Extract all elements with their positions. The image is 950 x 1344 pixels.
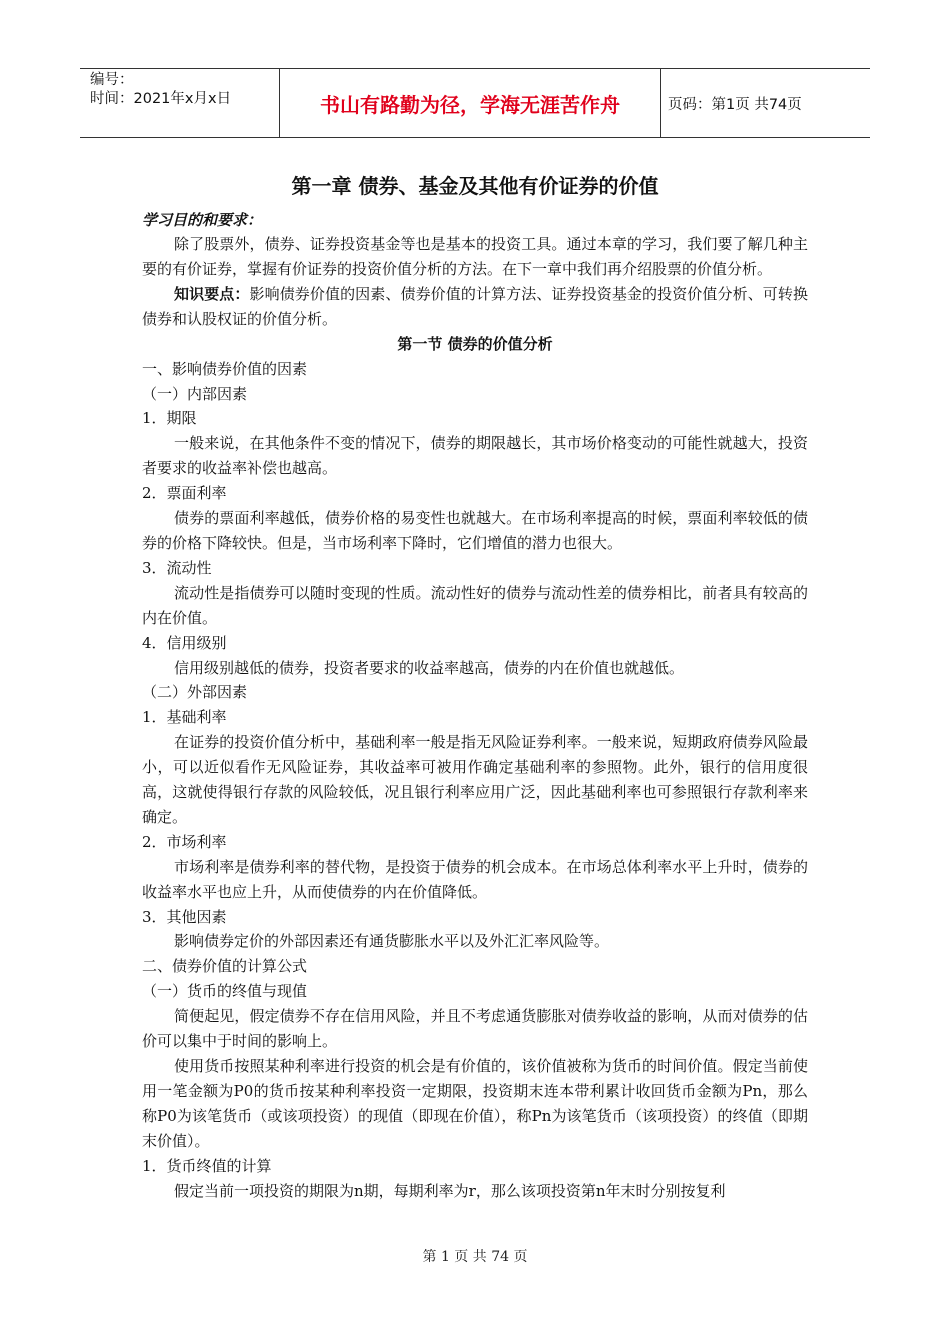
page-footer: 第 1 页 共 74 页 — [422, 1249, 528, 1265]
subheading: （一）货币的终值与现值 — [142, 982, 308, 1001]
item-heading: 2．市场利率 — [142, 832, 227, 851]
paragraph: 使用货币按照某种利率进行投资的机会是有价值的，该价值被称为货币的时间价值。假定当前使用一笔金额为P0的货币按某种利率投资一定期限，投资期末连本带利累计收回货币金额为Pn，那么称P0为该笔货币（或该项投资）的现值（即现在价值），称Pn为该笔货币（该项投资）的终值（即期末价值）。 — [142, 1057, 808, 1150]
paragraph: 简便起见，假定债券不存在信用风险，并且不考虑通货膨胀对债券收益的影响，从而对债券的估价可以集中于时间的影响上。 — [142, 1007, 808, 1051]
item-heading: 3．流动性 — [142, 558, 212, 577]
item-heading: 2．票面利率 — [142, 484, 227, 503]
item-heading: 3．其他因素 — [142, 907, 227, 926]
chapter-title: 第一章 债券、基金及其他有价证券的价值 — [291, 174, 659, 198]
paragraph: 在证券的投资价值分析中，基础利率一般是指无风险证券利率。一般来说，短期政府债券风险最小，可以近似看作无风险证券，其收益率可被用作确定基础利率的参照物。此外，银行的信用度很高，这就使得银行存款的风险较低，况且银行利率应用广泛，因此基础利率也可参照银行存款利率来确定。 — [142, 733, 808, 826]
item-heading: 1．期限 — [142, 409, 197, 428]
page-header — [80, 68, 870, 138]
heading: 二、债券价值的计算公式 — [142, 957, 308, 976]
subheading: （一）内部因素 — [142, 384, 248, 403]
header-meta — [80, 69, 280, 137]
paragraph: 一般来说，在其他条件不变的情况下，债券的期限越长，其市场价格变动的可能性就越大，投资者要求的收益率补偿也越高。 — [142, 434, 808, 478]
paragraph: 假定当前一项投资的期限为n期，每期利率为r，那么该项投资第n年末时分别按复利 — [174, 1181, 726, 1200]
header-page-info: 页码：第1页 共74页 — [668, 96, 802, 113]
paragraph: 市场利率是债券利率的替代物，是投资于债券的机会成本。在市场总体利率水平上升时，债券的收益率水平也应上升，从而使债券的内在价值降低。 — [142, 857, 808, 901]
item-heading: 1．基础利率 — [142, 708, 227, 727]
document-body — [142, 168, 808, 1203]
key-points-paragraph — [142, 282, 808, 332]
item-heading: 4．信用级别 — [142, 633, 227, 652]
learning-goal-label: 学习目的和要求： — [142, 211, 263, 229]
date-label: 时间：2021年x月x日 — [90, 91, 232, 107]
serial-label: 编号： — [90, 72, 134, 88]
paragraph: 信用级别越低的债券，投资者要求的收益率越高，债券的内在价值也就越低。 — [174, 658, 685, 677]
paragraph: 债券的票面利率越低，债券价格的易变性也就越大。在市场利率提高的时候，票面利率较低的债券的价格下降较快。但是，当市场利率下降时，它们增值的潜力也很大。 — [142, 509, 808, 552]
key-points-text: 影响债券价值的因素、债券价值的计算方法、证券投资基金的投资价值分析、可转换债券和认股权证的价值分析。 — [142, 284, 808, 328]
item-heading: 1．货币终值的计算 — [142, 1156, 272, 1175]
header-motto: 书山有路勤为径，学海无涯苦作舟 — [280, 69, 661, 137]
paragraph: 流动性是指债券可以随时变现的性质。流动性好的债券与流动性差的债券相比，前者具有较高的内在价值。 — [142, 583, 808, 627]
heading: 一、影响债券价值的因素 — [142, 359, 308, 378]
subheading: （二）外部因素 — [142, 683, 248, 702]
key-points-label: 知识要点： — [174, 284, 250, 303]
section-title: 第一节 债券的价值分析 — [397, 334, 553, 353]
intro-paragraph: 除了股票外，债券、证券投资基金等也是基本的投资工具。通过本章的学习，我们要了解几种主要的有价证券，掌握有价证券的投资价值分析的方法。在下一章中我们再介绍股票的价值分析。 — [142, 235, 808, 278]
paragraph: 影响债券定价的外部因素还有通货膨胀水平以及外汇汇率风险等。 — [174, 932, 610, 951]
